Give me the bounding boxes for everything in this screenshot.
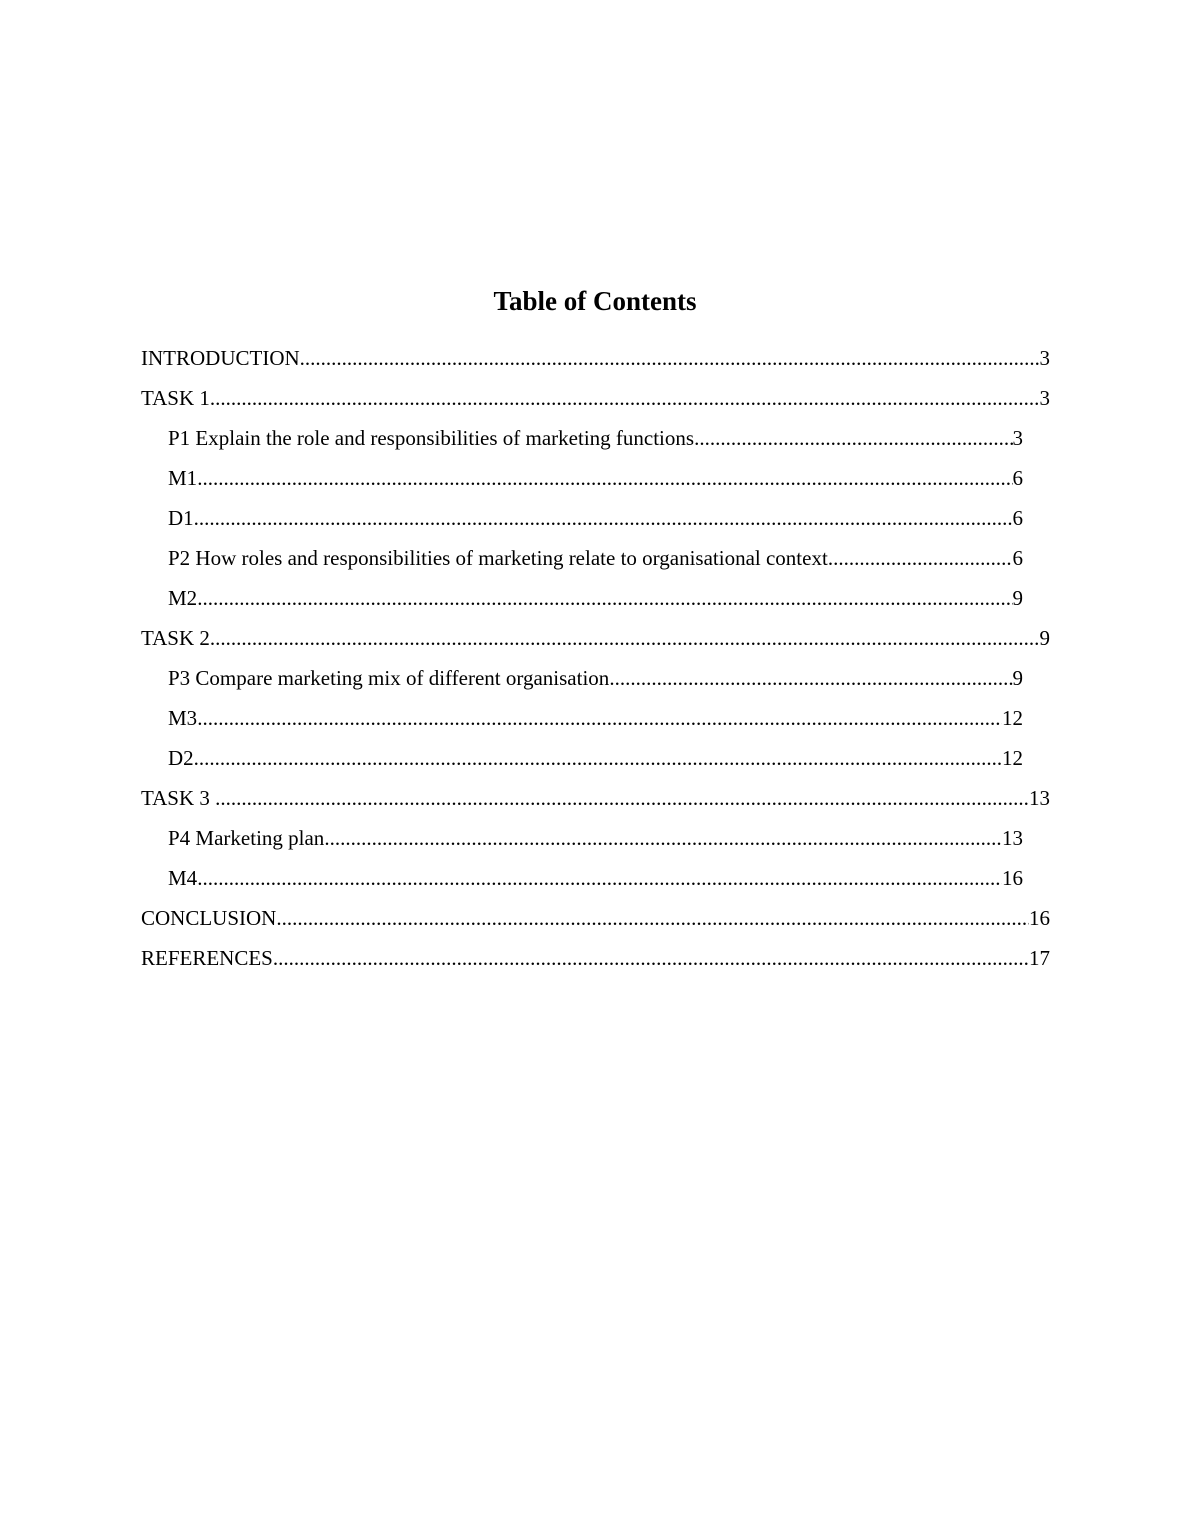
toc-dot-leader xyxy=(215,786,1029,810)
toc-entry-label[interactable]: M1 xyxy=(168,466,198,490)
toc-entry-label[interactable]: P2 How roles and responsibilities of marketing relate to organisational context xyxy=(168,546,828,570)
toc-entry-label[interactable]: CONCLUSION xyxy=(141,906,277,930)
toc-dot-leader xyxy=(276,906,1029,930)
toc-entry-label[interactable]: TASK 1 xyxy=(141,386,210,410)
toc-entry-label[interactable]: TASK 3 xyxy=(141,786,216,810)
toc-dot-leader xyxy=(210,386,1040,410)
toc-page-number: 3 xyxy=(1039,346,1050,370)
toc-dot-leader xyxy=(197,866,1002,890)
toc-page-number: 16 xyxy=(1002,866,1023,890)
toc-entry-label[interactable]: P3 Compare marketing mix of different organisation xyxy=(168,666,610,690)
toc-page-number: 9 xyxy=(1012,666,1023,690)
toc-entry-label[interactable]: M3 xyxy=(168,706,198,730)
toc-dot-leader xyxy=(194,746,1002,770)
toc-dot-leader xyxy=(694,426,1012,450)
toc-entry-d2[interactable] xyxy=(168,738,1023,778)
toc-entry-label[interactable]: REFERENCES xyxy=(141,946,273,970)
toc-entry-introduction[interactable] xyxy=(141,338,1050,378)
toc-page-number: 13 xyxy=(1002,826,1023,850)
toc-page-number: 13 xyxy=(1029,786,1050,810)
toc-entry-conclusion[interactable] xyxy=(141,898,1050,938)
toc-dot-leader xyxy=(210,626,1040,650)
toc-page-number: 9 xyxy=(1012,586,1023,610)
toc-page-number: 17 xyxy=(1029,946,1050,970)
toc-dot-leader xyxy=(273,946,1029,970)
toc-page-number: 6 xyxy=(1012,506,1023,530)
toc-page-number: 3 xyxy=(1039,386,1050,410)
toc-page-number: 6 xyxy=(1012,546,1023,570)
toc-entry-references[interactable] xyxy=(141,938,1050,978)
toc-page-number: 12 xyxy=(1002,706,1023,730)
toc-entry-label[interactable]: M4 xyxy=(168,866,198,890)
toc-dot-leader xyxy=(197,466,1012,490)
toc-entry-m1[interactable] xyxy=(168,458,1023,498)
toc-entry-label[interactable]: P1 Explain the role and responsibilities of marketing functions xyxy=(168,426,695,450)
toc-entry-task-3[interactable] xyxy=(141,778,1050,818)
toc-entry-label[interactable]: TASK 2 xyxy=(141,626,210,650)
toc-entry-p3[interactable] xyxy=(168,658,1023,698)
toc-page-number: 12 xyxy=(1002,746,1023,770)
toc-page-number: 6 xyxy=(1012,466,1023,490)
toc-dot-leader xyxy=(197,586,1012,610)
toc-entry-label[interactable]: D2 xyxy=(168,746,194,770)
toc-dot-leader xyxy=(828,546,1013,570)
toc-entry-task-2[interactable] xyxy=(141,618,1050,658)
toc-entry-label[interactable]: D1 xyxy=(168,506,194,530)
toc-entry-p1[interactable] xyxy=(168,418,1023,458)
toc-page-number: 3 xyxy=(1012,426,1023,450)
toc-entry-p4[interactable] xyxy=(168,818,1023,858)
toc-dot-leader xyxy=(324,826,1002,850)
toc-entry-label[interactable]: P4 Marketing plan xyxy=(168,826,325,850)
toc-entry-label[interactable]: M2 xyxy=(168,586,198,610)
toc-entry-m3[interactable] xyxy=(168,698,1023,738)
toc-page-number: 9 xyxy=(1039,626,1050,650)
toc-page-number: 16 xyxy=(1029,906,1050,930)
toc-dot-leader xyxy=(609,666,1012,690)
toc-entry-d1[interactable] xyxy=(168,498,1023,538)
toc-title: Table of Contents xyxy=(493,286,697,316)
toc-dot-leader xyxy=(197,706,1002,730)
toc-entry-p2[interactable] xyxy=(168,538,1023,578)
toc-entry-m4[interactable] xyxy=(168,858,1023,898)
toc-entry-m2[interactable] xyxy=(168,578,1023,618)
toc-dot-leader xyxy=(194,506,1013,530)
toc-entry-label[interactable]: INTRODUCTION xyxy=(141,346,300,370)
toc-dot-leader xyxy=(300,346,1040,370)
toc-entry-task-1[interactable] xyxy=(141,378,1050,418)
